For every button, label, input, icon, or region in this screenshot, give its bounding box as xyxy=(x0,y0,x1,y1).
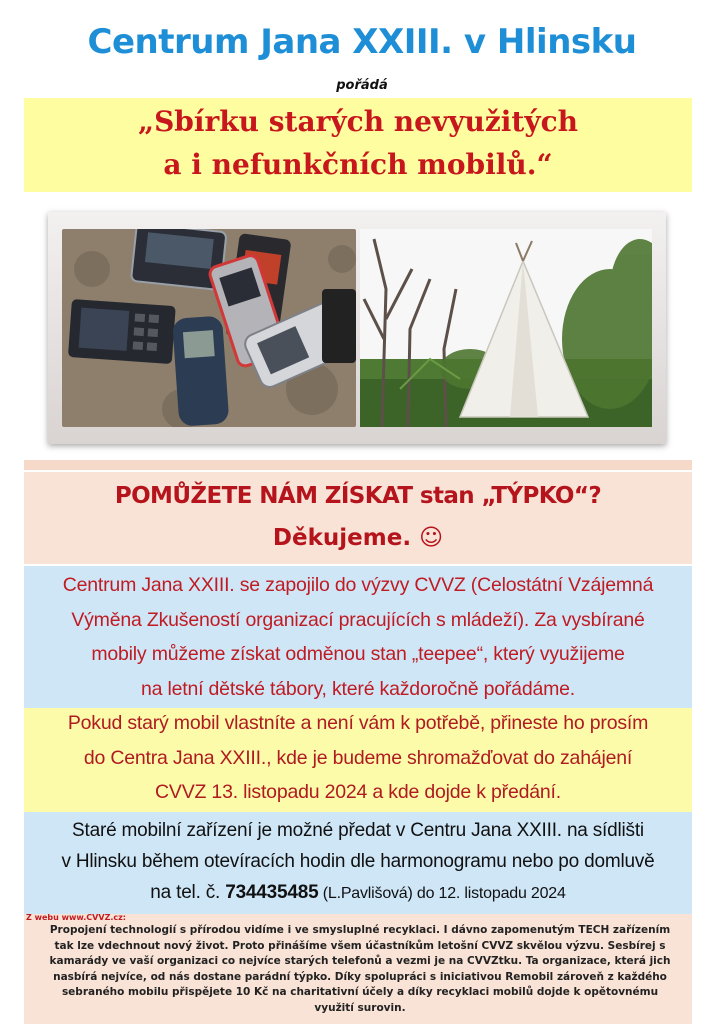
paragraph-line: mobily můžeme získat odměnou stan „teepee“, který využijeme xyxy=(91,643,625,665)
paragraph-line: na letní dětské tábory, které každoročně pořádáme. xyxy=(140,677,576,700)
teepee-tent-photo xyxy=(360,229,652,427)
contact-deadline: do 12. listopadu 2024 xyxy=(412,885,566,902)
challenge-paragraph xyxy=(24,568,692,706)
page-title: Centrum Jana XXIII. v Hlinsku xyxy=(87,22,637,62)
contact-paragraph xyxy=(24,815,692,909)
paragraph-line: Staré mobilní zařízení je možné předat v Centru Jana XXIII. na sídlišti xyxy=(72,820,644,841)
footer-line: využití surovin. xyxy=(314,1001,406,1014)
footer-line: tak lze vdechnout nový život. Proto přinášíme všem účastníkům letošní CVVZ skvělou výzvu. Sesbírej s xyxy=(54,939,666,952)
headline-line-2: a i nefunkčních mobilů.“ xyxy=(163,148,553,181)
paragraph-line: CVVZ 13. listopadu 2024 a kde dojde k předání. xyxy=(155,781,561,803)
cta-question: POMŮŽETE NÁM ZÍSKAT stan „TÝPKO“? xyxy=(114,483,602,509)
headline xyxy=(24,100,692,186)
photo-frame xyxy=(48,212,666,444)
phone-number: 734435485 xyxy=(225,882,319,903)
footer-line: sebraného mobilu přispějete 10 Kč na charitativní účely a díky recyklaci mobilů dojde k opětovnému xyxy=(61,986,659,998)
headline-line-1: „Sbírku starých nevyužitých xyxy=(137,105,579,138)
paragraph-line: Centrum Jana XXIII. se zapojilo do výzvy CVVZ (Celostátní Vzájemná xyxy=(62,574,654,596)
paragraph-line: Pokud starý mobil vlastníte a není vám k potřebě, přineste ho prosím xyxy=(67,712,649,734)
cta-thanks: Děkujeme. ☺ xyxy=(272,525,444,551)
old-mobile-phones-photo xyxy=(62,229,356,427)
footer-line: nasbírá nejvíce, od nás dostane parádní týpko. Díky spolupráci s iniciativou Remobil zároveň z každého xyxy=(53,970,667,983)
footer-line: Propojení technologií s přírodou vidíme i ve smysluplné recyklaci. I dávno zapomenutým TECH zařízením xyxy=(49,924,671,936)
subtitle: pořádá xyxy=(336,78,388,93)
footer-text xyxy=(30,923,690,1016)
paragraph-line: v Hlinsku během otevíracích hodin dle harmonogramu nebo po domluvě xyxy=(61,851,655,872)
source-label: Z webu www.CVVZ.cz: xyxy=(26,913,126,922)
contact-name: (L.Pavlišová) xyxy=(318,885,413,902)
paragraph-line: do Centra Jana XXIII., kde je budeme shromažďovat do zahájení xyxy=(83,746,633,769)
separator-band xyxy=(24,460,692,470)
contact-prefix: na tel. č. xyxy=(150,882,226,903)
footer-line: kamarády ve vaší organizaci co nejvíce starých telefonů a vezmi je na CVVZtku. Ta organizace, která jich xyxy=(49,955,671,967)
paragraph-line xyxy=(24,877,692,909)
paragraph-line: Výměna Zkušeností organizací pracujících s mládeží). Za vysbírané xyxy=(71,608,645,631)
request-paragraph xyxy=(24,706,692,810)
